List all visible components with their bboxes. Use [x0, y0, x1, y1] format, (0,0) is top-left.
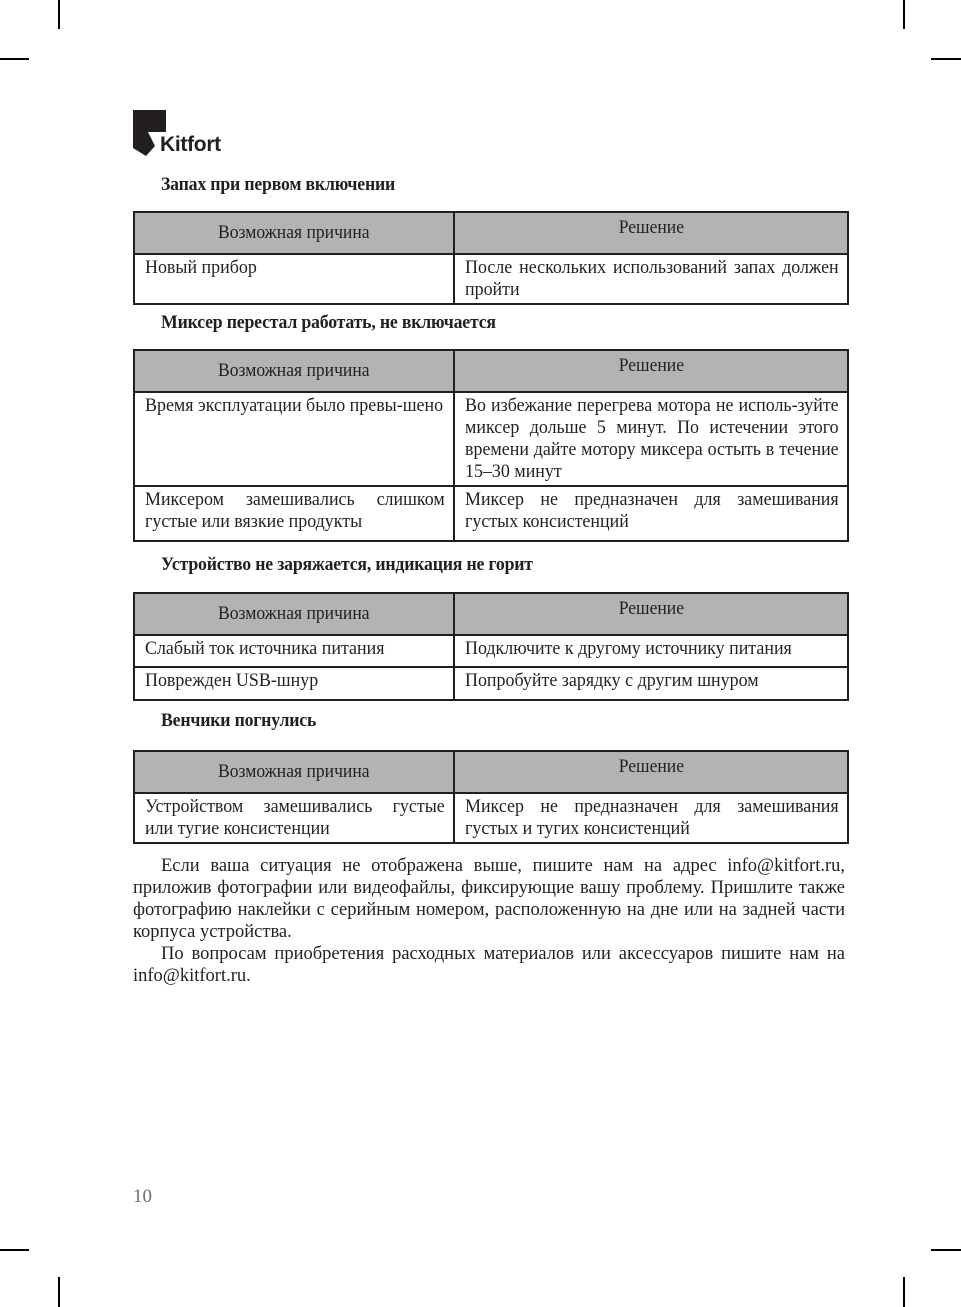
- crop-mark-top-right-horizontal: [931, 58, 961, 60]
- cause-cell: Новый прибор: [134, 254, 454, 304]
- cause-cell: Миксером замешивались слишком густые или вязкие продукты: [134, 486, 454, 541]
- column-header-solution: Решение: [454, 212, 848, 254]
- solution-cell: Миксер не предназначен для замешивания густых и тугих консистенций: [454, 793, 848, 843]
- crop-mark-bottom-left-vertical: [58, 1277, 60, 1307]
- table-row: [134, 392, 848, 486]
- crop-mark-top-left-horizontal: [0, 58, 29, 60]
- table-row: [134, 254, 848, 304]
- table-row: [134, 667, 848, 700]
- column-header-solution: Решение: [454, 350, 848, 392]
- crop-mark-top-right-vertical: [903, 0, 905, 29]
- solution-cell: Подключите к другому источнику питания: [454, 635, 848, 667]
- section-title-smell: Запах при первом включении: [161, 175, 396, 195]
- cause-cell: Слабый ток источника питания: [134, 635, 454, 667]
- cause-cell: Поврежден USB-шнур: [134, 667, 454, 700]
- table-row: [134, 486, 848, 541]
- crop-mark-top-left-vertical: [58, 0, 60, 29]
- column-header-cause: Возможная причина: [134, 593, 454, 635]
- contact-info-text: [133, 855, 845, 987]
- column-header-cause: Возможная причина: [134, 350, 454, 392]
- page-number: 10: [133, 1186, 152, 1207]
- cause-cell: Время эксплуатации было превы-шено: [134, 392, 454, 486]
- section-title-not-charging: Устройство не заряжается, индикация не горит: [161, 555, 533, 575]
- brand-name: Kitfort: [160, 133, 221, 156]
- solution-cell: После нескольких использований запах должен пройти: [454, 254, 848, 304]
- contact-paragraph-2: По вопросам приобретения расходных материалов или аксессуаров пишите нам на info@kitfort.ru.: [133, 944, 845, 986]
- table-row: [134, 793, 848, 843]
- column-header-solution: Решение: [454, 751, 848, 793]
- solution-cell: Во избежание перегрева мотора не исполь-зуйте миксер дольше 5 минут. По истечении этого времени дайте мотору миксера остыть в течение 15–30 минут: [454, 392, 848, 486]
- contact-paragraph-1: Если ваша ситуация не отображена выше, пишите нам на адрес info@kitfort.ru, приложив фотографии или видеофайлы, фиксирующие вашу проблему. Пришлите также фотографию наклейки с серийным номером, расположенную на дне или на задней части корпуса устройства.: [133, 856, 845, 942]
- section-title-mixer-stopped: Миксер перестал работать, не включается: [161, 313, 496, 333]
- troubleshooting-table-smell: [133, 211, 849, 305]
- troubleshooting-table-whisks-bent: [133, 750, 849, 844]
- solution-cell: Попробуйте зарядку с другим шнуром: [454, 667, 848, 700]
- cause-cell: Устройством замешивались густые или тугие консистенции: [134, 793, 454, 843]
- troubleshooting-table-not-charging: [133, 592, 849, 701]
- column-header-cause: Возможная причина: [134, 751, 454, 793]
- crop-mark-bottom-right-horizontal: [931, 1249, 961, 1251]
- troubleshooting-table-mixer-stopped: [133, 349, 849, 542]
- table-row: [134, 635, 848, 667]
- crop-mark-bottom-right-vertical: [903, 1277, 905, 1307]
- column-header-cause: Возможная причина: [134, 212, 454, 254]
- section-title-whisks-bent: Венчики погнулись: [161, 711, 317, 731]
- column-header-solution: Решение: [454, 593, 848, 635]
- solution-cell: Миксер не предназначен для замешивания густых консистенций: [454, 486, 848, 541]
- crop-mark-bottom-left-horizontal: [0, 1249, 29, 1251]
